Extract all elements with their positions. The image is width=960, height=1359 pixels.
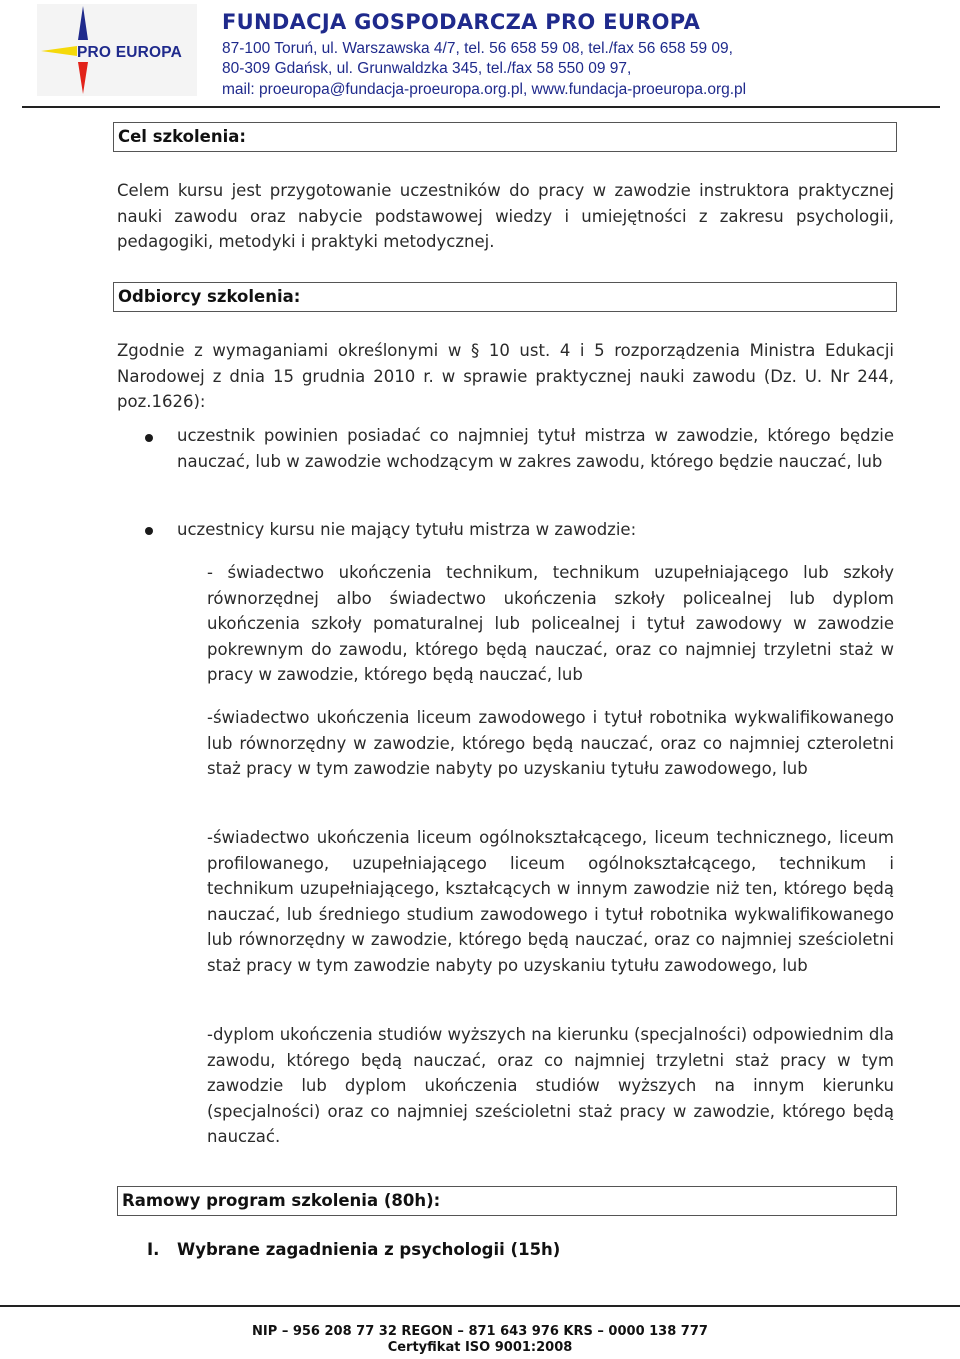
organization-name: FUNDACJA GOSPODARCZA PRO EUROPA bbox=[222, 10, 701, 34]
requirement-item-4: -dyplom ukończenia studiów wyższych na kierunku (specjalności) odpowiednim dla zawodu, którego będą nauczać, oraz co najmniej trzyletni staż pracy w tym zawodzie lub dyplom ukończenia studiów wyższych na innym kierunku (specjalności) oraz co najmniej sześcioletni staż pracy w zawodzie, którego będą nauczać. bbox=[207, 1025, 894, 1147]
odbiorcy-paragraph: Zgodnie z wymaganiami określonymi w § 10 ust. 4 i 5 rozporządzenia Ministra Edukacji Narodowej z dnia 15 grudnia 2010 r. w sprawie praktycznej nauki zawodu (Dz. U. Nr 244, poz.1626): bbox=[117, 341, 894, 412]
cel-paragraph: Celem kursu jest przygotowanie uczestników do pracy w zawodzie instruktora praktycznej nauki zawodu oraz nabycie podstawowej wiedzy i umiejętności z zakresu psychologii, pedagogiki, metodyki i praktyki metodycznej. bbox=[117, 181, 894, 252]
requirement-item-1: - świadectwo ukończenia technikum, technikum uzupełniającego lub szkoły równorzędnej albo świadectwo ukończenia szkoły policealnej lub dyplom ukończenia szkoły pomaturalnej lub policealnej i tytuł zawodowy w zawodzie pokrewnym do zawodu, którego będą nauczać, oraz co najmniej trzyletni staż w pracy w zawodzie, którego będą nauczać, lub bbox=[207, 563, 894, 685]
bullet-item-2: uczestnicy kursu nie mający tytułu mistrza w zawodzie: bbox=[177, 520, 637, 539]
footer-registration-numbers: NIP – 956 208 77 32 REGON – 871 643 976 KRS – 0000 138 777 bbox=[252, 1324, 708, 1339]
requirement-item-2: -świadectwo ukończenia liceum zawodowego i tytuł robotnika wykwalifikowanego lub równorzędny w zawodzie, którego będą nauczać, oraz co najmniej czteroletni staż pracy w tym zawodzie nabyty po uzyskaniu tytułu zawodowego, lub bbox=[207, 708, 894, 779]
bullet-dot-1 bbox=[145, 434, 153, 442]
footer-divider bbox=[0, 1305, 960, 1307]
address-line-torun: 87-100 Toruń, ul. Warszawska 4/7, tel. 56 658 59 08, tel./fax 56 658 59 09, bbox=[222, 40, 733, 57]
logo-text: PRO EUROPA bbox=[77, 44, 183, 61]
footer-certificate: Certyfikat ISO 9001:2008 bbox=[387, 1340, 573, 1355]
bullet-dot-2 bbox=[145, 527, 153, 535]
contact-line: mail: proeuropa@fundacja-proeuropa.org.pl, www.fundacja-proeuropa.org.pl bbox=[222, 81, 747, 98]
requirement-item-3: -świadectwo ukończenia liceum ogólnokształcącego, liceum technicznego, liceum profilowanego, uzupełniającego liceum ogólnokształcącego, technikum i technikum uzupełniającego, kształcących w innym zawodzie niż ten, którego będą nauczać, lub średniego studium zawodowego i tytuł robotnika wykwalifikowanego lub równorzędny w zawodzie, którego będą nauczać, oraz co najmniej sześcioletni staż pracy w tym zawodzie nabyty po uzyskaniu tytułu zawodowego, lub bbox=[207, 828, 894, 975]
pro-europa-logo bbox=[37, 4, 197, 96]
section-heading-cel: Cel szkolenia: bbox=[113, 122, 897, 152]
section-heading-program: Ramowy program szkolenia (80h): bbox=[117, 1186, 897, 1216]
address-line-gdansk: 80-309 Gdańsk, ul. Grunwaldzka 345, tel./fax 58 550 09 97, bbox=[222, 60, 632, 77]
program-item-number: I. bbox=[147, 1240, 160, 1259]
program-item-heading: Wybrane zagadnienia z psychologii (15h) bbox=[177, 1240, 561, 1259]
bullet-item-1: uczestnik powinien posiadać co najmniej tytuł mistrza w zawodzie, którego będzie nauczać, lub w zawodzie wchodzącym w zakres zawodu, którego będzie nauczać, lub bbox=[177, 426, 894, 471]
header-divider bbox=[22, 106, 940, 108]
section-heading-odbiorcy: Odbiorcy szkolenia: bbox=[113, 282, 897, 312]
